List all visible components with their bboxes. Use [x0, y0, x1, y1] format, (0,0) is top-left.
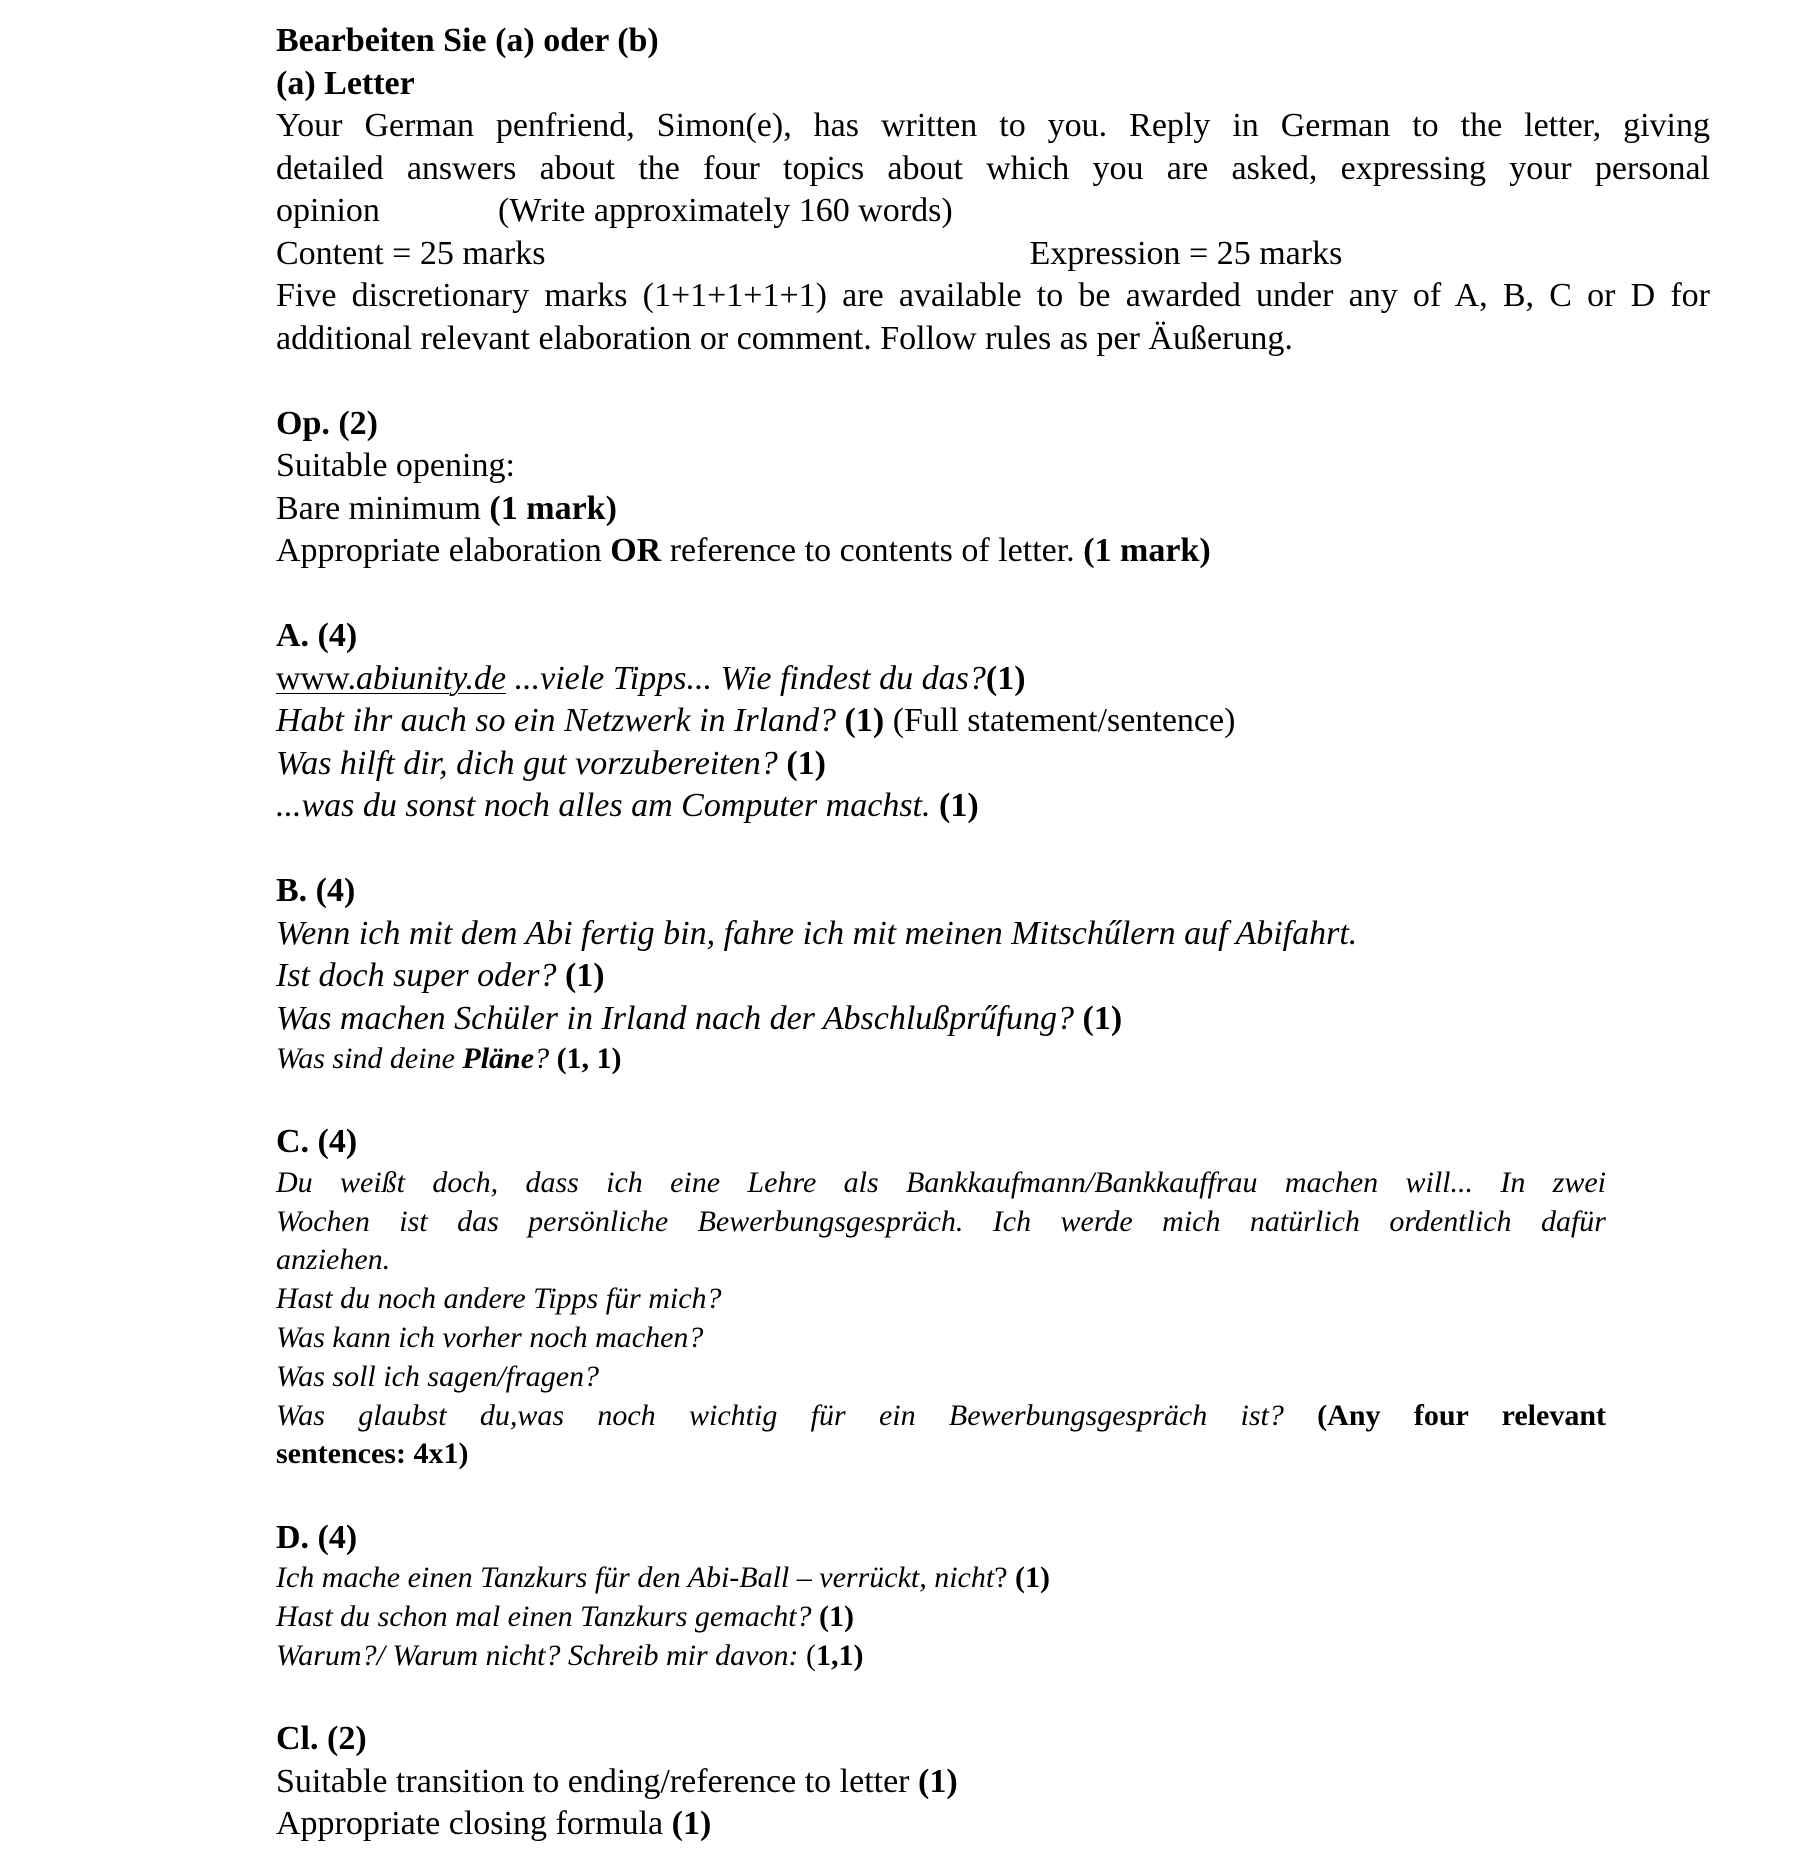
page-title: Bearbeiten Sie (a) oder (b)	[276, 22, 659, 59]
section-d-line-1-mark: (1)	[1007, 1561, 1051, 1595]
closing-line-1-text: Suitable transition to ending/reference to letter	[276, 1762, 918, 1800]
opening-line-2-mark: (1 mark)	[489, 489, 617, 527]
content-marks: Content = 25 marks	[276, 234, 546, 272]
section-d-line-1	[276, 1559, 1710, 1598]
opening-line-3-text-a: Appropriate elaboration	[276, 532, 611, 569]
section-c-line-2: Hast du noch andere Tipps für mich?	[276, 1282, 722, 1316]
section-b-line-4	[276, 1040, 1710, 1079]
section-b-line-1: Wenn ich mit dem Abi fertig bin, fahre ich mit meinen Mitschűlern auf Abifahrt.	[276, 914, 1358, 952]
section-b-line-4-text-a: Was sind deine	[276, 1042, 463, 1075]
section-d-line-2-text: Hast du schon mal einen Tanzkurs gemacht?	[276, 1599, 812, 1633]
closing-line-1-mark: (1)	[918, 1762, 958, 1800]
marks-line	[276, 233, 1710, 276]
section-d-heading: D. (4)	[276, 1518, 358, 1556]
section-b-line-4-emphasis: Pläne	[462, 1042, 535, 1075]
section-subtitle: (a) Letter	[276, 64, 415, 102]
section-a-line-2-text: Habt ihr auch so ein Netzwerk in Irland?	[276, 702, 837, 739]
expression-marks: Expression = 25 marks	[1029, 234, 1343, 272]
opening-line-1: Suitable opening:	[276, 447, 515, 484]
abiunity-link[interactable]	[276, 660, 506, 697]
section-c-line-3: Was kann ich vorher noch machen?	[276, 1320, 704, 1354]
section-c-line-5-text: Was glaubst du,was noch wichtig für ein Bewerbungsgespräch ist?	[276, 1398, 1284, 1432]
section-d-line-1-text: Ich mache einen Tanzkurs für den Abi-Ball – verrückt, nicht	[276, 1561, 995, 1595]
section-a-line-1-mark: (1)	[985, 659, 1026, 697]
section-d-line-3-text: Warum?/ Warum nicht? Schreib mir davon:	[276, 1638, 799, 1672]
section-c-line-5	[276, 1397, 1606, 1436]
section-c-para-line-2: Wochen ist das persönliche Bewerbungsgespräch. Ich werde mich natürlich ordentlich dafür	[276, 1204, 1606, 1238]
section-c-line-5-mark: (Any four relevant	[1283, 1398, 1607, 1432]
intro-line-2: detailed answers about the four topics about which you are asked, expressing your personal	[276, 149, 1710, 187]
section-c-para-line-3: anziehen.	[276, 1243, 391, 1277]
opening-line-3	[276, 530, 1710, 573]
intro-line-1: Your German penfriend, Simon(e), has written to you. Reply in German to the letter, giving	[276, 107, 1710, 144]
section-b-heading: B. (4)	[276, 872, 356, 909]
intro-opinion: opinion	[276, 192, 380, 229]
section-b-line-4-text-b: ?	[534, 1042, 550, 1075]
closing-heading: Cl. (2)	[276, 1720, 367, 1758]
section-a-line-3-mark: (1)	[777, 744, 826, 782]
section-a-line-2	[276, 700, 1710, 743]
section-a-line-2-mark: (1)	[836, 702, 885, 739]
section-c-line-6: sentences: 4x1)	[276, 1437, 469, 1471]
closing-line-2	[276, 1803, 1710, 1846]
section-b-line-2-text: Ist doch super oder?	[276, 957, 557, 994]
opening-line-3-text-b: reference to contents of letter.	[661, 532, 1084, 569]
opening-line-2-text: Bare minimum	[276, 489, 490, 527]
section-b-line-3-text: Was machen Schüler in Irland nach der Abschlußprűfung?	[276, 999, 1074, 1037]
discretionary-line-1: Five discretionary marks (1+1+1+1+1) are available to be awarded under any of A, B, C or D for	[276, 277, 1710, 314]
section-b-line-4-mark: (1, 1)	[549, 1042, 622, 1075]
section-a-line-1	[276, 658, 1710, 701]
opening-heading: Op. (2)	[276, 404, 378, 442]
section-d-line-3-mark: 1,1)	[815, 1638, 864, 1672]
section-d-line-2-mark: (1)	[811, 1599, 855, 1633]
section-a-line-4-text: ...was du sonst noch alles am Computer machst.	[276, 787, 931, 824]
section-b-line-3	[276, 998, 1710, 1041]
word-count-note: (Write approximately 160 words)	[498, 192, 953, 229]
link-prefix: www.	[276, 659, 356, 697]
section-c-para-line-1: Du weißt doch, dass ich eine Lehre als Bankkaufmann/Bankkauffrau machen will... In zwei	[276, 1165, 1606, 1199]
section-a-line-3	[276, 743, 1710, 786]
section-b-line-2	[276, 955, 1710, 998]
section-b-line-2-mark: (1)	[556, 957, 605, 994]
closing-line-2-mark: (1)	[671, 1805, 712, 1843]
link-domain: abiunity.de	[355, 659, 507, 697]
opening-line-3-mark: (1 mark)	[1083, 532, 1211, 569]
opening-line-3-or: OR	[610, 532, 662, 569]
section-c-line-4: Was soll ich sagen/fragen?	[276, 1359, 600, 1393]
closing-line-1	[276, 1761, 1710, 1804]
section-d-line-2	[276, 1598, 1710, 1637]
opening-line-2	[276, 488, 1710, 531]
section-a-line-3-text: Was hilft dir, dich gut vorzubereiten?	[276, 744, 778, 782]
section-a-line-2-note: (Full statement/sentence)	[884, 702, 1236, 739]
section-b-line-3-mark: (1)	[1074, 999, 1123, 1037]
discretionary-line-2: additional relevant elaboration or comment. Follow rules as per Äußerung.	[276, 319, 1293, 357]
section-a-heading: A. (4)	[276, 617, 358, 654]
section-a-line-4	[276, 785, 1710, 828]
section-a-line-1-text: ...viele Tipps... Wie findest du das?	[506, 659, 986, 697]
section-a-line-4-mark: (1)	[930, 787, 979, 824]
marking-scheme-page	[276, 20, 1710, 1846]
section-d-line-1-punct: ?	[994, 1561, 1008, 1595]
closing-line-2-text: Appropriate closing formula	[276, 1805, 672, 1843]
intro-line-3	[276, 190, 1710, 233]
section-c-heading: C. (4)	[276, 1123, 358, 1161]
section-d-line-3-paren: (	[798, 1638, 816, 1672]
section-d-line-3	[276, 1637, 1710, 1676]
